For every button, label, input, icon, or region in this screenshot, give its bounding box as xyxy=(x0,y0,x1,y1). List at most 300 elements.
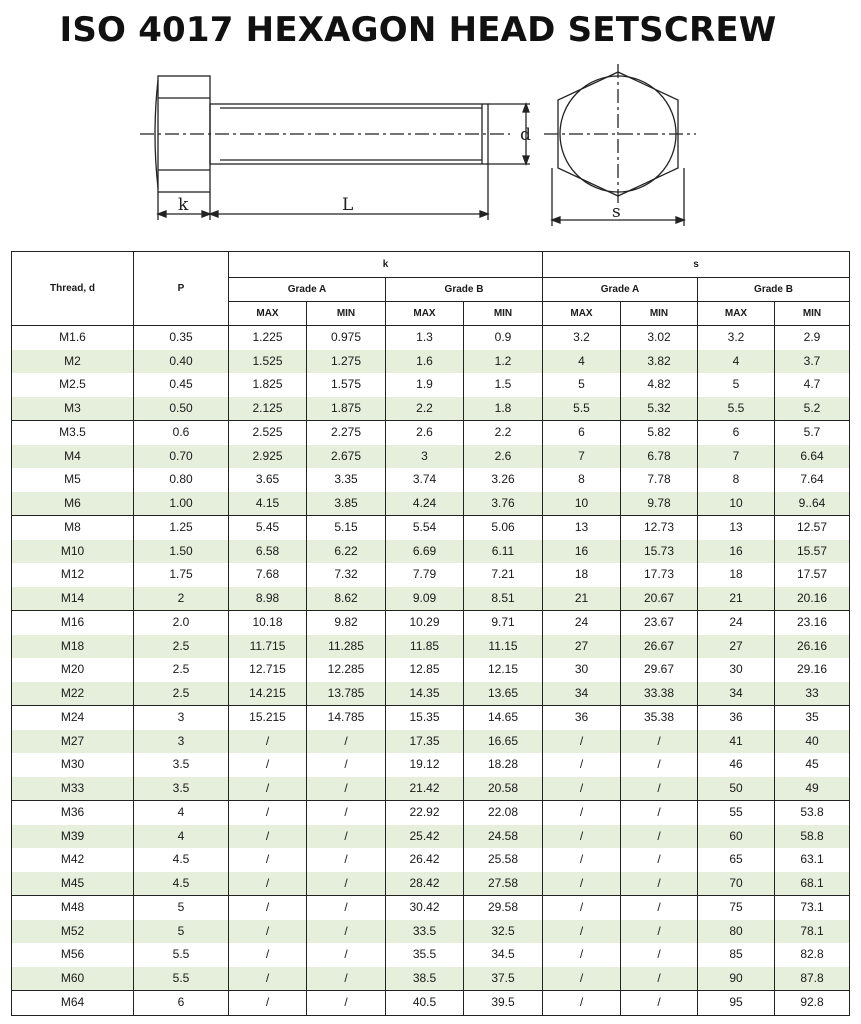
cell-k-grade-a-max: 11.715 xyxy=(229,635,307,659)
cell-thread: M64 xyxy=(12,991,134,1016)
cell-s-grade-a-min: 15.73 xyxy=(621,540,698,564)
header-k-grade-b: Grade B xyxy=(386,278,543,302)
cell-k-grade-a-min: / xyxy=(307,943,386,967)
cell-k-grade-b-min: 3.76 xyxy=(464,492,543,516)
table-row xyxy=(12,706,850,730)
cell-p: 2.5 xyxy=(134,635,229,659)
page-title: ISO 4017 HEXAGON HEAD SETSCREW xyxy=(59,10,777,50)
label-L: L xyxy=(342,195,354,215)
cell-k-grade-b-max: 1.6 xyxy=(386,350,464,374)
cell-thread: M39 xyxy=(12,825,134,849)
side-view xyxy=(140,76,530,220)
table-row xyxy=(12,326,850,350)
cell-k-grade-a-max: 1.525 xyxy=(229,350,307,374)
cell-k-grade-b-max: 38.5 xyxy=(386,967,464,991)
table-row xyxy=(12,848,850,872)
cell-k-grade-a-max: / xyxy=(229,896,307,920)
cell-s-grade-b-min: 23.16 xyxy=(775,611,850,635)
header-s-grade-a: Grade A xyxy=(543,278,698,302)
cell-p: 1.00 xyxy=(134,492,229,516)
cell-s-grade-a-min: 26.67 xyxy=(621,635,698,659)
cell-p: 3 xyxy=(134,706,229,730)
table-row xyxy=(12,397,850,421)
cell-s-grade-b-max: 3.2 xyxy=(698,326,775,350)
cell-k-grade-b-max: 15.35 xyxy=(386,706,464,730)
cell-k-grade-b-min: 18.28 xyxy=(464,753,543,777)
cell-k-grade-a-min: / xyxy=(307,825,386,849)
cell-s-grade-b-min: 92.8 xyxy=(775,991,850,1016)
cell-k-grade-a-min: / xyxy=(307,967,386,991)
cell-s-grade-a-max: / xyxy=(543,801,621,825)
cell-k-grade-a-max: / xyxy=(229,920,307,944)
cell-k-grade-b-max: 5.54 xyxy=(386,516,464,540)
cell-k-grade-b-max: 26.42 xyxy=(386,848,464,872)
cell-s-grade-a-min: / xyxy=(621,730,698,754)
header-s-grade-b: Grade B xyxy=(698,278,850,302)
cell-s-grade-b-min: 7.64 xyxy=(775,468,850,492)
cell-thread: M18 xyxy=(12,635,134,659)
cell-k-grade-a-max: 14.215 xyxy=(229,682,307,706)
cell-thread: M3.5 xyxy=(12,421,134,445)
cell-k-grade-b-min: 1.8 xyxy=(464,397,543,421)
cell-s-grade-a-min: 9.78 xyxy=(621,492,698,516)
cell-thread: M60 xyxy=(12,967,134,991)
cell-k-grade-a-max: / xyxy=(229,872,307,896)
cell-k-grade-b-max: 35.5 xyxy=(386,943,464,967)
cell-s-grade-b-min: 63.1 xyxy=(775,848,850,872)
cell-s-grade-b-max: 8 xyxy=(698,468,775,492)
table-row xyxy=(12,492,850,516)
table-body xyxy=(12,326,850,1016)
cell-k-grade-a-max: 15.215 xyxy=(229,706,307,730)
cell-k-grade-b-min: 5.06 xyxy=(464,516,543,540)
cell-k-grade-a-min: 9.82 xyxy=(307,611,386,635)
cell-s-grade-a-min: 6.78 xyxy=(621,445,698,469)
cell-s-grade-a-min: / xyxy=(621,825,698,849)
cell-k-grade-a-max: / xyxy=(229,825,307,849)
cell-s-grade-b-min: 82.8 xyxy=(775,943,850,967)
cell-thread: M24 xyxy=(12,706,134,730)
cell-s-grade-a-max: 4 xyxy=(543,350,621,374)
table-row xyxy=(12,658,850,682)
cell-k-grade-a-min: 5.15 xyxy=(307,516,386,540)
cell-s-grade-a-max: 24 xyxy=(543,611,621,635)
cell-p: 1.75 xyxy=(134,563,229,587)
cell-k-grade-b-min: 27.58 xyxy=(464,872,543,896)
table-row xyxy=(12,373,850,397)
cell-s-grade-a-min: / xyxy=(621,920,698,944)
cell-k-grade-a-min: 11.285 xyxy=(307,635,386,659)
table-row xyxy=(12,872,850,896)
cell-k-grade-b-min: 3.26 xyxy=(464,468,543,492)
table-row xyxy=(12,563,850,587)
cell-s-grade-b-max: 85 xyxy=(698,943,775,967)
cell-s-grade-b-max: 4 xyxy=(698,350,775,374)
cell-k-grade-b-max: 7.79 xyxy=(386,563,464,587)
table-row xyxy=(12,682,850,706)
cell-s-grade-a-max: / xyxy=(543,920,621,944)
cell-s-grade-a-min: 7.78 xyxy=(621,468,698,492)
cell-s-grade-b-max: 34 xyxy=(698,682,775,706)
cell-s-grade-a-max: / xyxy=(543,991,621,1016)
cell-k-grade-b-min: 8.51 xyxy=(464,587,543,611)
cell-s-grade-a-min: 23.67 xyxy=(621,611,698,635)
cell-thread: M6 xyxy=(12,492,134,516)
cell-s-grade-b-min: 78.1 xyxy=(775,920,850,944)
cell-thread: M2 xyxy=(12,350,134,374)
cell-p: 0.6 xyxy=(134,421,229,445)
cell-s-grade-b-max: 21 xyxy=(698,587,775,611)
cell-k-grade-a-min: / xyxy=(307,777,386,801)
cell-k-grade-a-max: 8.98 xyxy=(229,587,307,611)
cell-k-grade-b-min: 1.5 xyxy=(464,373,543,397)
cell-k-grade-b-min: 1.2 xyxy=(464,350,543,374)
header-max: MAX xyxy=(698,302,775,326)
header-min: MIN xyxy=(307,302,386,326)
cell-thread: M30 xyxy=(12,753,134,777)
cell-k-grade-a-max: 4.15 xyxy=(229,492,307,516)
cell-p: 6 xyxy=(134,991,229,1016)
cell-s-grade-b-min: 3.7 xyxy=(775,350,850,374)
cell-p: 2 xyxy=(134,587,229,611)
cell-k-grade-b-max: 28.42 xyxy=(386,872,464,896)
table-row xyxy=(12,587,850,611)
cell-s-grade-b-min: 26.16 xyxy=(775,635,850,659)
header-min: MIN xyxy=(621,302,698,326)
header-min: MIN xyxy=(464,302,543,326)
cell-p: 0.80 xyxy=(134,468,229,492)
cell-k-grade-a-min: 14.785 xyxy=(307,706,386,730)
cell-s-grade-b-max: 41 xyxy=(698,730,775,754)
cell-k-grade-b-max: 11.85 xyxy=(386,635,464,659)
cell-s-grade-a-min: / xyxy=(621,777,698,801)
cell-k-grade-a-max: 12.715 xyxy=(229,658,307,682)
cell-s-grade-a-max: 10 xyxy=(543,492,621,516)
cell-s-grade-b-min: 12.57 xyxy=(775,516,850,540)
cell-s-grade-a-max: / xyxy=(543,777,621,801)
header-s: s xyxy=(543,252,850,278)
table-row xyxy=(12,611,850,635)
table-row xyxy=(12,730,850,754)
table-row xyxy=(12,825,850,849)
cell-p: 2.5 xyxy=(134,682,229,706)
cell-k-grade-b-max: 10.29 xyxy=(386,611,464,635)
cell-k-grade-a-min: / xyxy=(307,872,386,896)
cell-s-grade-a-max: / xyxy=(543,967,621,991)
cell-k-grade-a-max: 6.58 xyxy=(229,540,307,564)
cell-k-grade-b-min: 34.5 xyxy=(464,943,543,967)
cell-s-grade-a-min: 5.82 xyxy=(621,421,698,445)
cell-k-grade-b-max: 40.5 xyxy=(386,991,464,1016)
header-max: MAX xyxy=(543,302,621,326)
cell-s-grade-b-min: 9..64 xyxy=(775,492,850,516)
cell-s-grade-a-min: / xyxy=(621,753,698,777)
cell-s-grade-b-min: 53.8 xyxy=(775,801,850,825)
cell-s-grade-b-min: 68.1 xyxy=(775,872,850,896)
cell-thread: M10 xyxy=(12,540,134,564)
label-k: k xyxy=(178,195,189,215)
header-k: k xyxy=(229,252,543,278)
cell-k-grade-b-min: 2.6 xyxy=(464,445,543,469)
cell-k-grade-a-min: 2.675 xyxy=(307,445,386,469)
cell-thread: M14 xyxy=(12,587,134,611)
cell-k-grade-a-min: / xyxy=(307,753,386,777)
cell-k-grade-a-max: / xyxy=(229,943,307,967)
table-row xyxy=(12,801,850,825)
cell-k-grade-b-max: 3.74 xyxy=(386,468,464,492)
cell-s-grade-b-max: 55 xyxy=(698,801,775,825)
table-row xyxy=(12,540,850,564)
cell-s-grade-a-max: 6 xyxy=(543,421,621,445)
cell-p: 2.0 xyxy=(134,611,229,635)
cell-p: 2.5 xyxy=(134,658,229,682)
cell-k-grade-b-min: 25.58 xyxy=(464,848,543,872)
cell-s-grade-b-max: 46 xyxy=(698,753,775,777)
cell-s-grade-b-min: 45 xyxy=(775,753,850,777)
cell-s-grade-a-max: 30 xyxy=(543,658,621,682)
cell-k-grade-a-min: 12.285 xyxy=(307,658,386,682)
cell-k-grade-a-max: 1.825 xyxy=(229,373,307,397)
cell-k-grade-a-max: 2.925 xyxy=(229,445,307,469)
cell-p: 5 xyxy=(134,920,229,944)
cell-thread: M52 xyxy=(12,920,134,944)
cell-s-grade-b-min: 29.16 xyxy=(775,658,850,682)
cell-k-grade-b-max: 3 xyxy=(386,445,464,469)
cell-s-grade-a-max: 8 xyxy=(543,468,621,492)
cell-k-grade-b-max: 17.35 xyxy=(386,730,464,754)
cell-s-grade-a-min: / xyxy=(621,896,698,920)
cell-s-grade-a-max: / xyxy=(543,730,621,754)
table-row xyxy=(12,421,850,445)
cell-k-grade-a-max: / xyxy=(229,801,307,825)
spec-table xyxy=(11,251,850,1016)
cell-s-grade-b-max: 7 xyxy=(698,445,775,469)
cell-k-grade-b-min: 39.5 xyxy=(464,991,543,1016)
cell-thread: M27 xyxy=(12,730,134,754)
cell-k-grade-b-max: 14.35 xyxy=(386,682,464,706)
cell-thread: M16 xyxy=(12,611,134,635)
cell-thread: M8 xyxy=(12,516,134,540)
cell-k-grade-a-min: / xyxy=(307,848,386,872)
cell-k-grade-b-max: 1.3 xyxy=(386,326,464,350)
cell-p: 4 xyxy=(134,825,229,849)
cell-s-grade-b-max: 75 xyxy=(698,896,775,920)
table-row xyxy=(12,920,850,944)
table-row xyxy=(12,967,850,991)
cell-thread: M45 xyxy=(12,872,134,896)
cell-s-grade-b-min: 4.7 xyxy=(775,373,850,397)
header-max: MAX xyxy=(386,302,464,326)
cell-k-grade-b-max: 21.42 xyxy=(386,777,464,801)
cell-thread: M36 xyxy=(12,801,134,825)
cell-k-grade-a-max: / xyxy=(229,991,307,1016)
header-max: MAX xyxy=(229,302,307,326)
cell-k-grade-a-min: 1.275 xyxy=(307,350,386,374)
cell-s-grade-a-min: 17.73 xyxy=(621,563,698,587)
cell-k-grade-b-max: 6.69 xyxy=(386,540,464,564)
cell-k-grade-b-min: 29.58 xyxy=(464,896,543,920)
cell-s-grade-a-max: / xyxy=(543,896,621,920)
cell-s-grade-b-max: 24 xyxy=(698,611,775,635)
cell-k-grade-b-min: 6.11 xyxy=(464,540,543,564)
cell-thread: M12 xyxy=(12,563,134,587)
cell-s-grade-a-max: 5.5 xyxy=(543,397,621,421)
cell-s-grade-a-min: 29.67 xyxy=(621,658,698,682)
cell-k-grade-b-min: 2.2 xyxy=(464,421,543,445)
cell-k-grade-a-max: 2.525 xyxy=(229,421,307,445)
cell-thread: M2.5 xyxy=(12,373,134,397)
cell-s-grade-b-min: 87.8 xyxy=(775,967,850,991)
cell-p: 1.25 xyxy=(134,516,229,540)
cell-k-grade-a-min: 7.32 xyxy=(307,563,386,587)
table-row xyxy=(12,753,850,777)
cell-p: 5.5 xyxy=(134,943,229,967)
cell-s-grade-b-max: 18 xyxy=(698,563,775,587)
cell-s-grade-a-max: / xyxy=(543,872,621,896)
cell-k-grade-a-min: 3.35 xyxy=(307,468,386,492)
header-thread: Thread, d xyxy=(12,252,134,326)
cell-s-grade-b-max: 13 xyxy=(698,516,775,540)
cell-s-grade-a-min: 5.32 xyxy=(621,397,698,421)
label-s: s xyxy=(612,202,621,222)
cell-k-grade-b-min: 22.08 xyxy=(464,801,543,825)
cell-p: 1.50 xyxy=(134,540,229,564)
cell-p: 0.70 xyxy=(134,445,229,469)
header-p: P xyxy=(134,252,229,326)
cell-k-grade-b-min: 20.58 xyxy=(464,777,543,801)
cell-s-grade-a-min: 35.38 xyxy=(621,706,698,730)
cell-s-grade-a-min: / xyxy=(621,967,698,991)
cell-s-grade-a-min: 20.67 xyxy=(621,587,698,611)
cell-s-grade-a-max: 7 xyxy=(543,445,621,469)
cell-k-grade-b-max: 30.42 xyxy=(386,896,464,920)
cell-s-grade-b-min: 73.1 xyxy=(775,896,850,920)
cell-k-grade-b-max: 2.6 xyxy=(386,421,464,445)
cell-p: 0.50 xyxy=(134,397,229,421)
cell-k-grade-a-max: 10.18 xyxy=(229,611,307,635)
cell-k-grade-a-min: 1.575 xyxy=(307,373,386,397)
cell-thread: M48 xyxy=(12,896,134,920)
cell-s-grade-b-max: 16 xyxy=(698,540,775,564)
cell-s-grade-b-max: 6 xyxy=(698,421,775,445)
cell-thread: M4 xyxy=(12,445,134,469)
cell-k-grade-a-max: 7.68 xyxy=(229,563,307,587)
table-header xyxy=(12,252,850,326)
cell-thread: M33 xyxy=(12,777,134,801)
cell-s-grade-a-max: 36 xyxy=(543,706,621,730)
table-row xyxy=(12,350,850,374)
cell-k-grade-b-max: 12.85 xyxy=(386,658,464,682)
cell-k-grade-b-min: 14.65 xyxy=(464,706,543,730)
cell-s-grade-b-max: 70 xyxy=(698,872,775,896)
cell-s-grade-a-max: / xyxy=(543,825,621,849)
cell-s-grade-b-min: 49 xyxy=(775,777,850,801)
setscrew-drawing xyxy=(130,60,710,230)
header-min: MIN xyxy=(775,302,850,326)
cell-p: 3 xyxy=(134,730,229,754)
cell-p: 0.45 xyxy=(134,373,229,397)
cell-p: 4.5 xyxy=(134,848,229,872)
cell-k-grade-a-max: 3.65 xyxy=(229,468,307,492)
cell-s-grade-a-max: 18 xyxy=(543,563,621,587)
cell-s-grade-b-min: 58.8 xyxy=(775,825,850,849)
cell-s-grade-a-max: / xyxy=(543,848,621,872)
cell-s-grade-b-min: 20.16 xyxy=(775,587,850,611)
cell-s-grade-b-max: 5.5 xyxy=(698,397,775,421)
cell-k-grade-b-max: 4.24 xyxy=(386,492,464,516)
table-row xyxy=(12,635,850,659)
cell-k-grade-b-max: 1.9 xyxy=(386,373,464,397)
cell-k-grade-a-min: 13.785 xyxy=(307,682,386,706)
cell-k-grade-b-min: 12.15 xyxy=(464,658,543,682)
cell-s-grade-a-min: 4.82 xyxy=(621,373,698,397)
cell-thread: M56 xyxy=(12,943,134,967)
cell-p: 5 xyxy=(134,896,229,920)
cell-k-grade-b-max: 22.92 xyxy=(386,801,464,825)
cell-k-grade-b-min: 13.65 xyxy=(464,682,543,706)
cell-s-grade-a-max: / xyxy=(543,753,621,777)
cell-s-grade-b-max: 5 xyxy=(698,373,775,397)
cell-s-grade-b-min: 35 xyxy=(775,706,850,730)
table-row xyxy=(12,896,850,920)
cell-k-grade-a-min: 6.22 xyxy=(307,540,386,564)
cell-s-grade-b-max: 65 xyxy=(698,848,775,872)
cell-thread: M22 xyxy=(12,682,134,706)
cell-k-grade-b-max: 25.42 xyxy=(386,825,464,849)
cell-p: 4.5 xyxy=(134,872,229,896)
cell-s-grade-b-max: 10 xyxy=(698,492,775,516)
cell-k-grade-a-max: / xyxy=(229,777,307,801)
cell-p: 3.5 xyxy=(134,777,229,801)
cell-k-grade-a-min: 1.875 xyxy=(307,397,386,421)
cell-s-grade-a-max: 34 xyxy=(543,682,621,706)
cell-k-grade-b-max: 2.2 xyxy=(386,397,464,421)
cell-s-grade-a-min: 3.82 xyxy=(621,350,698,374)
cell-k-grade-b-min: 11.15 xyxy=(464,635,543,659)
header-k-grade-a: Grade A xyxy=(229,278,386,302)
cell-thread: M42 xyxy=(12,848,134,872)
cell-p: 0.40 xyxy=(134,350,229,374)
cell-k-grade-a-max: 1.225 xyxy=(229,326,307,350)
cell-k-grade-b-min: 32.5 xyxy=(464,920,543,944)
table-row xyxy=(12,468,850,492)
cell-s-grade-b-min: 17.57 xyxy=(775,563,850,587)
cell-s-grade-a-max: / xyxy=(543,943,621,967)
cell-s-grade-a-min: / xyxy=(621,943,698,967)
cell-k-grade-a-max: / xyxy=(229,730,307,754)
cell-p: 4 xyxy=(134,801,229,825)
cell-p: 5.5 xyxy=(134,967,229,991)
cell-p: 3.5 xyxy=(134,753,229,777)
table-row xyxy=(12,445,850,469)
cell-s-grade-b-max: 80 xyxy=(698,920,775,944)
cell-k-grade-a-max: 5.45 xyxy=(229,516,307,540)
cell-k-grade-a-min: 3.85 xyxy=(307,492,386,516)
cell-s-grade-a-max: 16 xyxy=(543,540,621,564)
cell-thread: M20 xyxy=(12,658,134,682)
cell-s-grade-b-max: 36 xyxy=(698,706,775,730)
table-row xyxy=(12,943,850,967)
cell-k-grade-a-min: / xyxy=(307,991,386,1016)
cell-thread: M5 xyxy=(12,468,134,492)
cell-k-grade-a-max: / xyxy=(229,967,307,991)
cell-s-grade-b-min: 5.2 xyxy=(775,397,850,421)
cell-s-grade-b-max: 30 xyxy=(698,658,775,682)
cell-s-grade-a-min: / xyxy=(621,991,698,1016)
cell-s-grade-b-min: 15.57 xyxy=(775,540,850,564)
cell-p: 0.35 xyxy=(134,326,229,350)
cell-s-grade-a-max: 13 xyxy=(543,516,621,540)
